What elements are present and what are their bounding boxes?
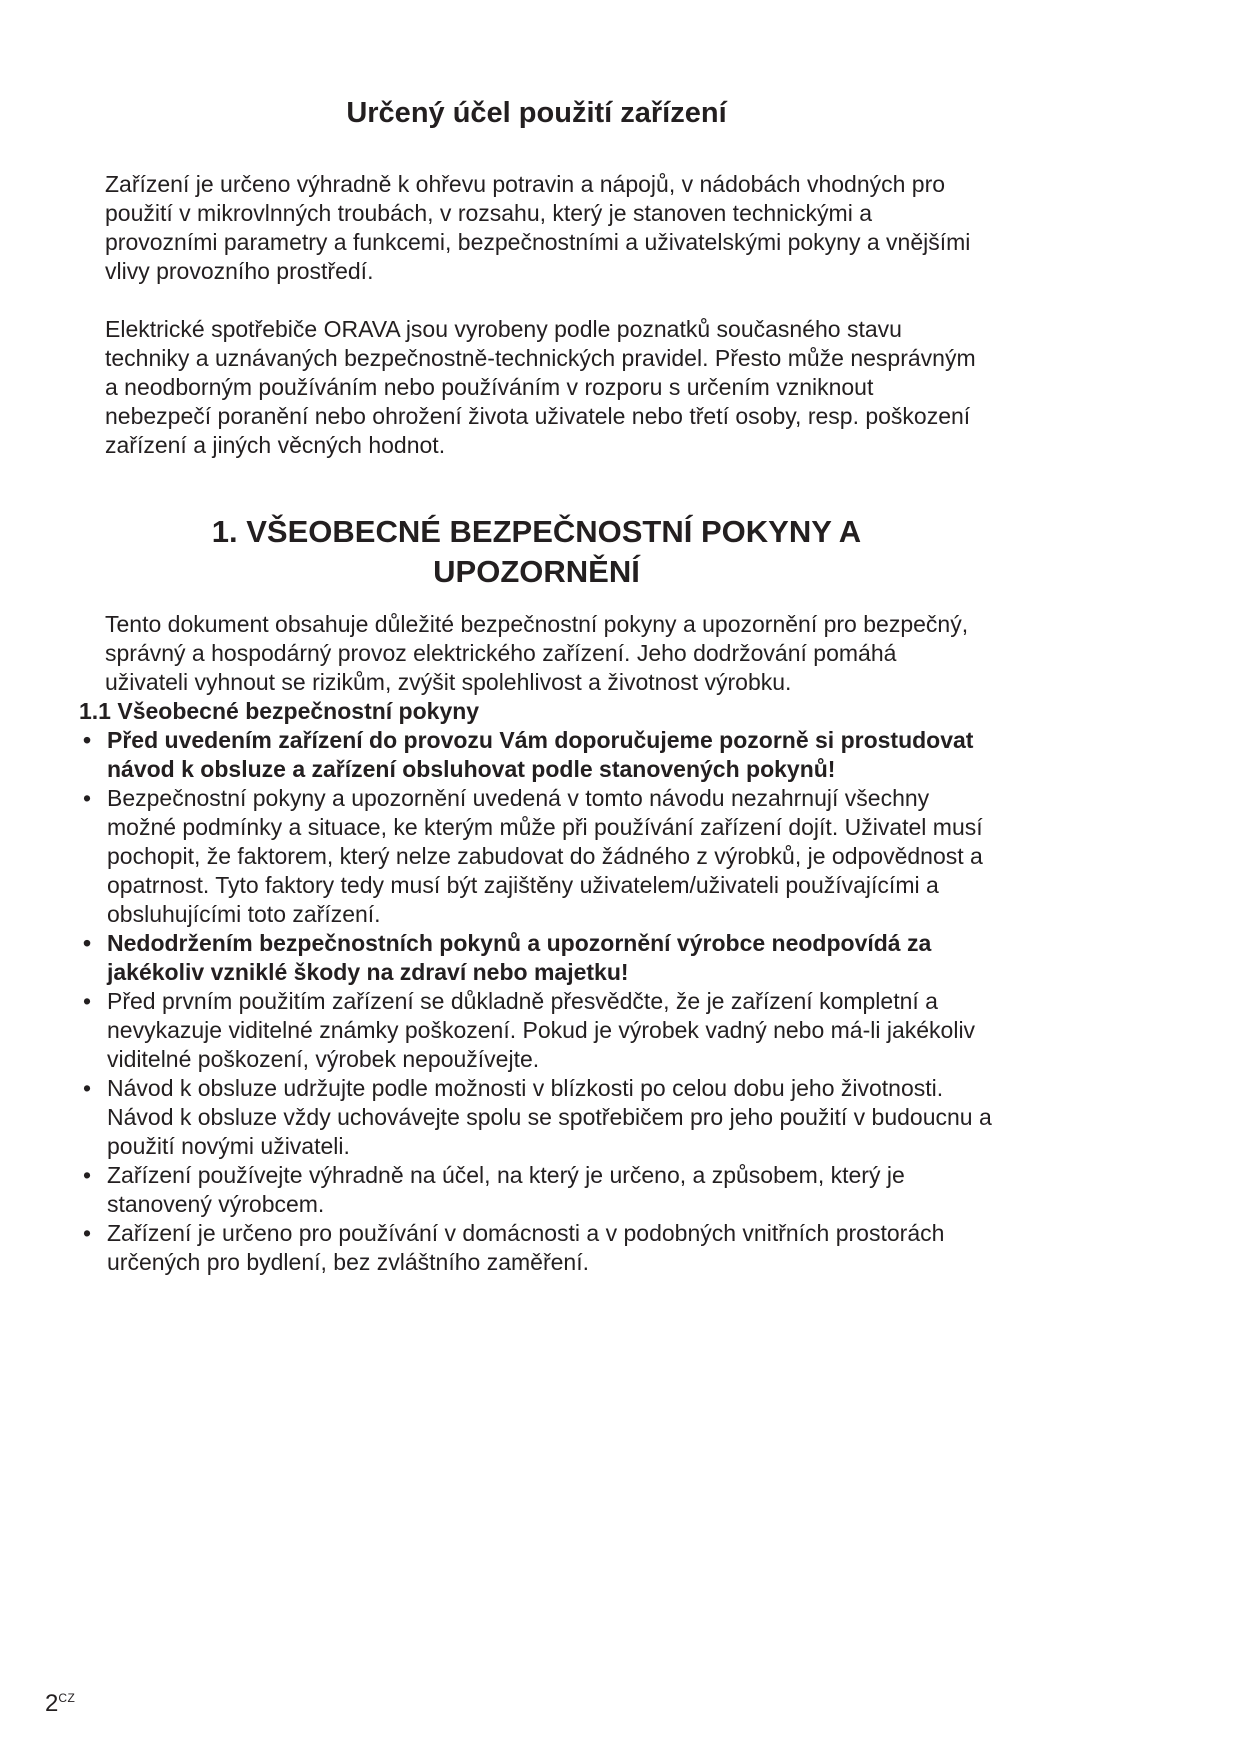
- safety-bullet-list: [79, 726, 994, 1277]
- bullet-item: • Nedodržením bezpečnostních pokynů a upozornění výrobce neodpovídá za jakékoliv vzniklé škody na zdraví nebo majetku!: [79, 929, 994, 987]
- section-heading: 1. VŠEOBECNÉ BEZPEČNOSTNÍ POKYNY A UPOZORNĚNÍ: [211, 514, 862, 589]
- section-lead-paragraph: Tento dokument obsahuje důležité bezpečnostní pokyny a upozornění pro bezpečný, správný a hospodárný provoz elektrického zařízení. Jeho dodržování pomáhá uživateli vyhnout se rizikům, zvýšit spolehlivost a životnost výrobku.: [105, 611, 969, 695]
- bullet-item: • Zařízení používejte výhradně na účel, na který je určeno, a způsobem, který je stanovený výrobcem.: [79, 1161, 994, 1219]
- bullet-item: • Bezpečnostní pokyny a upozornění uvedená v tomto návodu nezahrnují všechny možné podmínky a situace, ke kterým může při používání zařízení dojít. Uživatel musí pochopit, že faktorem, který nelze zabudovat do žádného z výrobků, je odpovědnost a opatrnost. Tyto faktory tedy musí být zajištěny uživatelem/uživateli používajícími a obsluhujícími toto zařízení.: [79, 784, 994, 929]
- page-number: 2: [45, 1690, 59, 1717]
- page-content: [79, 96, 994, 1277]
- bullet-item: • Před prvním použitím zařízení se důkladně přesvědčte, že je zařízení kompletní a nevykazuje viditelné známky poškození. Pokud je výrobek vadný nebo má-li jakékoliv viditelné poškození, výrobek nepoužívejte.: [79, 987, 994, 1074]
- page-footer: [45, 1686, 75, 1716]
- bullet-item: • Zařízení je určeno pro používání v domácnosti a v podobných vnitřních prostorách určených pro bydlení, bez zvláštního zaměření.: [79, 1219, 994, 1277]
- intro-paragraph-1: Zařízení je určeno výhradně k ohřevu potravin a nápojů, v nádobách vhodných pro použití v mikrovlnných troubách, v rozsahu, který je stanoven technickými a provozními parametry a funkcemi, bezpečnostními a uživatelskými pokyny a vnějšími vlivy provozního prostředí.: [105, 171, 971, 284]
- bullet-item: • Návod k obsluze udržujte podle možnosti v blízkosti po celou dobu jeho životnosti. Návod k obsluze vždy uchovávejte spolu se spotřebičem pro jeho použití v budoucnu a použití novými uživateli.: [79, 1074, 994, 1161]
- language-code: CZ: [58, 1691, 76, 1705]
- bullet-item: • Před uvedením zařízení do provozu Vám doporučujeme pozorně si prostudovat návod k obsluze a zařízení obsluhovat podle stanovených pokynů!: [79, 726, 994, 784]
- page-title: Určený účel použití zařízení: [346, 97, 727, 129]
- subsection-heading: 1.1 Všeobecné bezpečnostní pokyny: [79, 698, 480, 724]
- intro-paragraph-2: Elektrické spotřebiče ORAVA jsou vyrobeny podle poznatků současného stavu techniky a uznávaných bezpečnostně-technických pravidel. Přesto může nesprávným a neodborným používáním nebo používáním v rozporu s určením vzniknout nebezpečí poranění nebo ohrožení života uživatele nebo třetí osoby, resp. poškození zařízení a jiných věcných hodnot.: [105, 316, 976, 458]
